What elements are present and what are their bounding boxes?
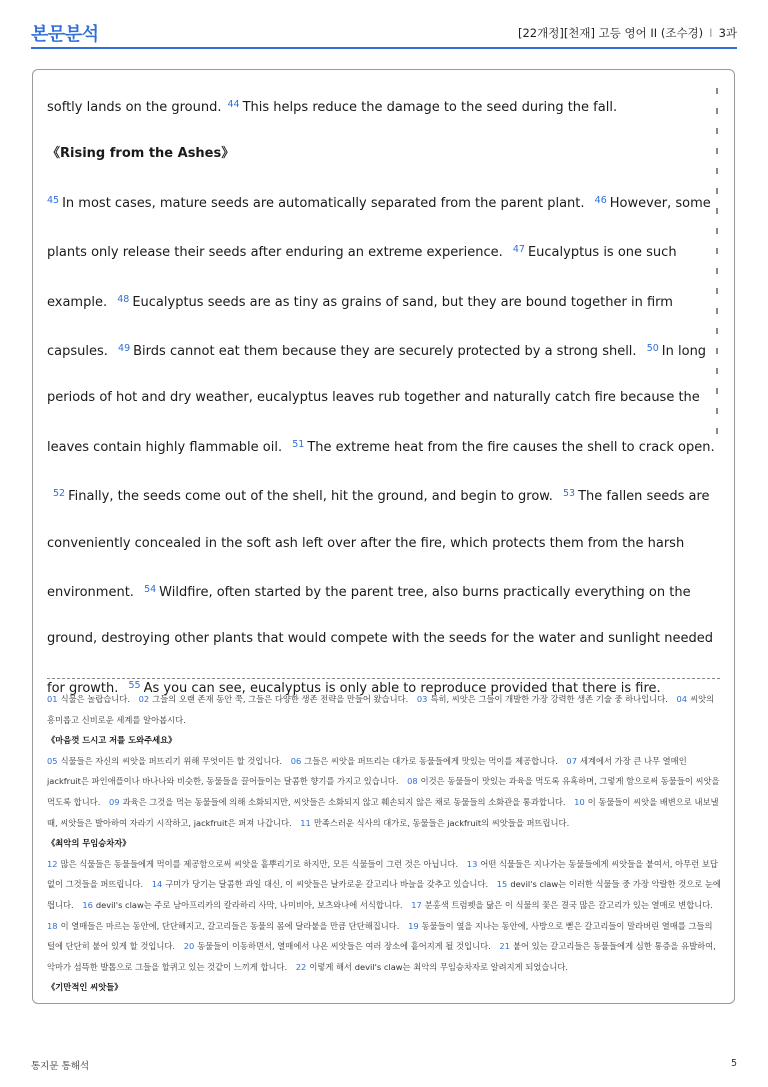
sentence-49: Birds cannot eat them because they are securely protected by a strong shell. <box>133 344 637 360</box>
translation-11: 만족스러운 식사의 대가로, 동물들은 jackfruit의 씨앗들을 퍼뜨립니다. <box>313 817 570 828</box>
translation-number: 08 <box>407 776 418 787</box>
translation-number: 02 <box>138 694 150 704</box>
section-heading: 《Rising from the Ashes》 <box>47 146 235 162</box>
translation-number: 17 <box>411 899 422 910</box>
paragraph-continued <box>47 82 723 131</box>
page-section-title: 본문분석 <box>31 24 99 45</box>
translation-21: 붙어 있는 갈고리들은 동물들에게 심한 통증을 유발하여, 악마가 섬뜩한 발톱으로 그들을 할퀴고 있는 것같이 느끼게 합니다. <box>47 941 716 972</box>
translation-number: 09 <box>109 796 120 807</box>
translation-section-heading: 《기만적인 씨앗들》 <box>47 982 123 993</box>
translation-04: 씨앗의 흥미롭고 신비로운 세계를 알아봅시다. <box>47 694 715 725</box>
translation-number: 21 <box>499 941 510 952</box>
translation-08: 이것은 동물들이 맛있는 과육을 먹도록 유혹하며, 그렇게 함으로써 동물들이 씨앗을 먹도록 합니다. <box>47 776 720 807</box>
translation-07: 세계에서 가장 큰 나무 열매인 jackfruit은 파인애플이나 바나나와 비슷한, 동물들을 끌어들이는 달콤한 향기를 가지고 있습니다. <box>47 755 687 787</box>
translation-section-heading: 《최악의 무임승차자》 <box>47 838 131 849</box>
sentence-number: 50 <box>646 343 659 355</box>
lesson-label: 3과 <box>718 26 737 40</box>
sentence-50: In long periods of hot and dry weather, eucalyptus leaves rub together and naturally catch fire because the leaves contain highly flammable oil. <box>47 344 707 455</box>
translation-19: 동물들이 옆을 지나는 동안에, 사방으로 뻗은 갈고리들이 말라버린 열매를 그들의 털에 단단히 붙어 있게 할 것입니다. <box>47 920 713 952</box>
sentence-number: 46 <box>594 194 607 206</box>
sentence-45: In most cases, mature seeds are automatically separated from the parent plant. <box>62 195 585 211</box>
sentence-number: 45 <box>47 194 60 206</box>
translation-number: 04 <box>676 694 688 704</box>
sentence-number: 55 <box>128 679 141 691</box>
sentence-54: Wildfire, often started by the parent tree, also burns practically everything on the ground, destroying other plants that would compete with the seeds for the water and sunlight needed for growth. <box>47 585 714 696</box>
translation-number: 07 <box>566 755 577 766</box>
sentence-number: 48 <box>117 293 130 305</box>
translation-number: 13 <box>466 858 478 869</box>
translation-13: 어떤 식물들은 지나가는 동물들에게 씨앗들을 붙여서, 아무런 보답 없이 그것들을 퍼뜨립니다. <box>47 858 718 890</box>
translation-number: 15 <box>496 879 508 890</box>
translation-16: devil's claw는 주로 남아프리카의 칼라하리 사막, 나미비아, 보츠와나에 서식합니다. <box>95 899 403 910</box>
sentence-47: Eucalyptus is one such example. <box>47 245 677 310</box>
paragraph-rising <box>47 178 723 712</box>
sentence-51: The extreme heat from the fire causes the shell to crack open. <box>307 439 715 455</box>
sentence-43-end: softly lands on the ground. <box>47 100 222 115</box>
sentence-44: This helps reduce the damage to the seed during the fall. <box>242 100 618 115</box>
translation-number: 22 <box>295 961 307 972</box>
translation-number: 18 <box>47 920 58 931</box>
translation-18: 이 열매들은 마르는 동안에, 단단해지고, 갈고리들은 동물의 몸에 달라붙을 만큼 단단해집니다. <box>60 920 400 931</box>
translation-01: 식물은 놀랍습니다. <box>60 694 130 704</box>
translation-02: 그들의 오랜 존재 동안 쭉, 그들은 다양한 생존 전략을 만들어 왔습니다. <box>152 694 409 704</box>
dashed-divider <box>47 678 720 679</box>
translation-block <box>47 689 723 730</box>
sentence-52: Finally, the seeds come out of the shell, hit the ground, and begin to grow. <box>68 489 553 505</box>
sentence-number: 53 <box>563 488 576 500</box>
translation-number: 20 <box>183 941 195 952</box>
sentence-46: However, some plants only release their seeds after enduring an extreme experience. <box>47 195 711 261</box>
header-rule <box>31 47 737 49</box>
translation-number: 01 <box>47 694 58 704</box>
translation-22: 이렇게 해서 devil's claw는 최악의 무임승차자로 알려지게 되었습니다. <box>309 961 569 972</box>
translation-20: 동물들이 이동하면서, 열매에서 나온 씨앗들은 여러 장소에 흩어지게 될 것입니다. <box>197 941 491 952</box>
translation-03: 특히, 씨앗은 그들이 개발한 가장 강력한 생존 기술 중 하나입니다. <box>430 694 668 704</box>
translation-14: 구미가 당기는 달콤한 과일 대신, 이 씨앗들은 날카로운 갈고리나 바늘을 갖추고 있습니다. <box>165 879 489 890</box>
translation-06: 그들은 씨앗을 퍼뜨리는 대가로 동물들에게 맛있는 먹이를 제공합니다. <box>304 755 558 766</box>
translation-number: 19 <box>408 920 419 931</box>
translation-10: 이 동물들이 씨앗을 배변으로 내보낼 때, 씨앗들은 발아하여 자라기 시작하고, jackfruit은 퍼져 나갑니다. <box>47 796 719 828</box>
sentence-number: 44 <box>227 99 240 110</box>
textbook-info <box>518 25 737 41</box>
english-passage <box>47 82 723 712</box>
translation-section-heading: 《마음껏 드시고 저를 도와주세요》 <box>47 735 177 746</box>
translation-block <box>47 854 723 978</box>
translation-number: 14 <box>151 879 163 890</box>
translation-number: 03 <box>416 694 428 704</box>
sentence-number: 52 <box>53 488 66 500</box>
translation-number: 10 <box>574 796 585 807</box>
translation-number: 16 <box>82 899 93 910</box>
sentence-number: 47 <box>512 244 525 256</box>
translation-number: 12 <box>47 858 58 869</box>
page-number: 5 <box>730 1058 737 1069</box>
sentence-55: As you can see, eucalyptus is only able to reproduce provided that there is fire. <box>143 680 661 696</box>
translation-17: 분홍색 트럼펫을 닮은 이 식물의 꽃은 결국 많은 갈고리가 있는 열매로 변합니다. <box>424 899 713 910</box>
sentence-number: 54 <box>144 584 157 596</box>
translation-12: 많은 식물들은 동물들에게 먹이를 제공함으로써 씨앗을 흩뿌리기로 하지만, 모든 식물들이 그런 것은 아닙니다. <box>60 858 459 869</box>
header-separator: I <box>709 26 713 40</box>
sentence-48: Eucalyptus seeds are as tiny as grains of sand, but they are bound together in firm capsules. <box>47 294 673 360</box>
textbook-name: [22개정][천재] 고등 영어 II (조수경) <box>518 26 704 40</box>
korean-translation <box>47 689 723 998</box>
translation-15: devil's claw는 이러한 식물들 중 가장 악랄한 것으로 눈에 띕니다. <box>47 879 721 910</box>
translation-block <box>47 751 723 833</box>
translation-number: 05 <box>47 755 58 766</box>
translation-number: 11 <box>300 817 311 828</box>
passage-box <box>32 69 735 1004</box>
sentence-number: 51 <box>292 438 305 450</box>
translation-09: 과육은 그것을 먹는 동물들에 의해 소화되지만, 씨앗들은 소화되지 않고 훼손되지 않은 채로 동물들의 소화관을 통과합니다. <box>122 796 566 807</box>
clipped-margin-text <box>716 88 720 434</box>
sentence-53: The fallen seeds are conveniently concealed in the soft ash left over after the fire, which protects them from the harsh environment. <box>47 489 710 601</box>
translation-number: 06 <box>290 755 302 766</box>
footer-label: 통지문 통해석 <box>31 1061 90 1072</box>
sentence-number: 49 <box>118 343 131 355</box>
translation-05: 식물들은 자신의 씨앗을 퍼뜨리기 위해 무엇이든 할 것입니다. <box>60 755 283 766</box>
